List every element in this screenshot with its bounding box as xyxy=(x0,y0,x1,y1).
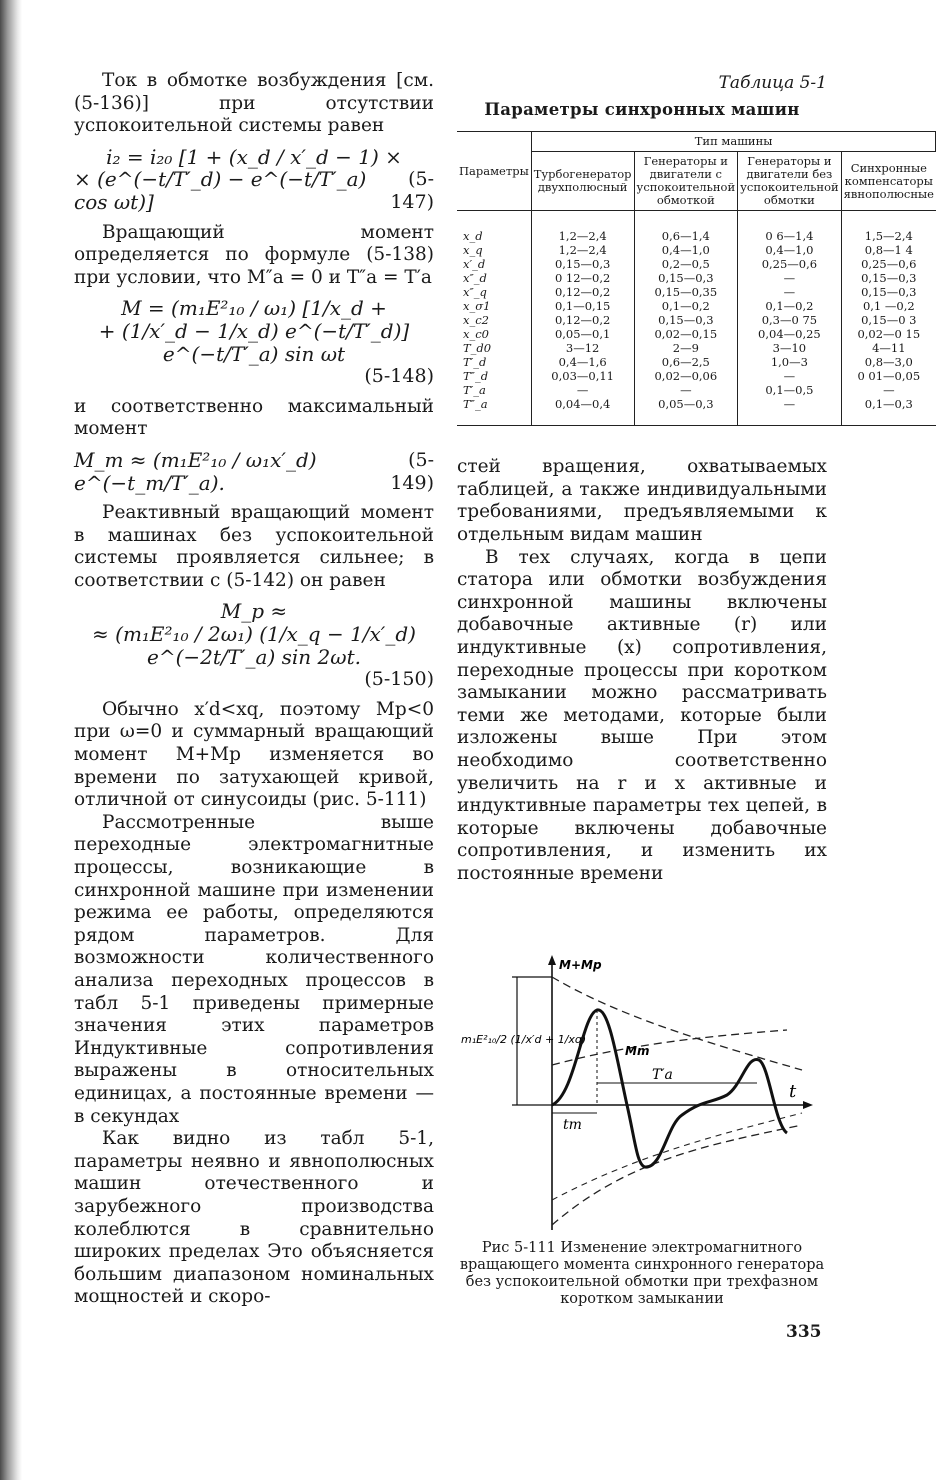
param-value: 0,8—3,0 xyxy=(841,355,936,369)
param-value: 1,2—2,4 xyxy=(531,211,634,244)
formula-5-150 xyxy=(74,600,434,690)
table-row xyxy=(457,257,936,271)
param-value: 0,1—0,2 xyxy=(634,299,738,313)
paragraph: В тех случаях, когда в цепи статора или обмотки возбуждения синхронной машины включены добавочные активные (r) или индуктивные (x) сопротивления, переходные процессы при коротком замыкании можно рассматривать теми же методами, которые были изложены выше При этом необходимо соответственно увеличить на r и x активные и индуктивные параметры тех цепей, в которые включены добавочные сопротивления, и изменить их постоянные времени xyxy=(457,546,827,884)
param-value: 4—11 xyxy=(841,341,936,355)
formula-5-149 xyxy=(74,449,434,494)
param-symbol: x″_d xyxy=(457,271,531,285)
book-binding-shadow xyxy=(0,0,22,1480)
column-header: Генераторы и двигатели с успокоительной обмоткой xyxy=(634,152,738,211)
upper-envelope xyxy=(552,977,802,1070)
formula-line: M = (m₁E²₁₀ / ω₁) [1/x_d + xyxy=(121,296,387,321)
param-value: 0,6—1,4 xyxy=(634,211,738,244)
param-value: 0,15—0,3 xyxy=(841,285,936,299)
param-value: 0,1—0,2 xyxy=(738,299,842,313)
formula-line: × (e^(−t/T′_d) − e^(−t/T′_a) cos ωt)] xyxy=(74,167,367,214)
reactive-envelope xyxy=(552,1113,802,1200)
param-value: — xyxy=(634,383,738,397)
param-symbol: T_d0 xyxy=(457,341,531,355)
table-caption: Таблица 5-1 xyxy=(718,73,827,93)
paragraph: Рассмотренные выше переходные электромагнитные процессы, возникающие в синхронной машине при изменении режима ее работы, определяются рядом параметров. Для возможности количественного анализа переходных процессов в табл 5-1 приведены примерные значения этих параметров Индуктивные сопротивления выражены в относительных единицах, а постоянные времени — в секундах xyxy=(74,811,434,1127)
param-symbol: x′_d xyxy=(457,257,531,271)
type-header: Тип машины xyxy=(531,132,936,152)
param-header: Параметры xyxy=(457,132,531,211)
param-value: 1,0—3 xyxy=(738,355,842,369)
param-value: 2—9 xyxy=(634,341,738,355)
table-row xyxy=(457,369,936,383)
parameters-table xyxy=(457,131,936,426)
param-value: 0,05—0,1 xyxy=(531,327,634,341)
param-value: 0,15—0 3 xyxy=(841,313,936,327)
paragraph: Вращающий момент определяется по формуле (5-138) при условии, что M″a = 0 и T″a = T′a xyxy=(74,221,434,288)
table-row xyxy=(457,341,936,355)
param-value: 0,1—0,15 xyxy=(531,299,634,313)
column-header: Турбогенератор двухполюсный xyxy=(531,152,634,211)
param-value: 0,05—0,3 xyxy=(634,397,738,426)
param-symbol: T′_d xyxy=(457,355,531,369)
paragraph: и соответственно максимальный момент xyxy=(74,395,434,440)
param-value: 0,3—0 75 xyxy=(738,313,842,327)
param-value: 0,15—0,3 xyxy=(531,257,634,271)
table-row xyxy=(457,285,936,299)
param-value: 0,02—0,06 xyxy=(634,369,738,383)
torque-figure xyxy=(457,955,827,1235)
param-value: 0,15—0,3 xyxy=(634,313,738,327)
t-axis-arrow xyxy=(803,1101,813,1109)
lower-envelope xyxy=(552,1125,802,1225)
param-symbol: x_c0 xyxy=(457,327,531,341)
param-value: — xyxy=(738,397,842,426)
ta-label: T′a xyxy=(652,1067,673,1083)
paragraph: стей вращения, охватываемых таблицей, а также индивидуальными требованиями, предъявляемыми к отдельным видам машин xyxy=(457,456,827,545)
param-value: 0 6—1,4 xyxy=(738,211,842,244)
param-value: 0,15—0,3 xyxy=(841,271,936,285)
param-symbol: T′_a xyxy=(457,383,531,397)
param-value: 0,12—0,2 xyxy=(531,313,634,327)
param-value: 0,4—1,6 xyxy=(531,355,634,369)
table-row xyxy=(457,271,936,285)
param-value: 0,4—1,0 xyxy=(634,243,738,257)
param-value: 0,8—1 4 xyxy=(841,243,936,257)
param-value: 0 12—0,2 xyxy=(531,271,634,285)
table-row xyxy=(457,313,936,327)
param-value: 0,6—2,5 xyxy=(634,355,738,369)
left-column xyxy=(74,70,434,1309)
paragraph: Обычно x′d<xq, поэтому Mp<0 при ω=0 и суммарный вращающий момент M+Mp изменяется во времени по затухающей кривой, отличной от синусоиды (рис. 5-111) xyxy=(74,698,434,811)
table-row xyxy=(457,355,936,369)
param-value: — xyxy=(841,383,936,397)
paragraph: Реактивный вращающий момент в машинах без успокоительной системы проявляется сильнее; в соответствии с (5-142) он равен xyxy=(74,502,434,591)
param-value: 1,2—2,4 xyxy=(531,243,634,257)
formula-line: ≈ (m₁E²₁₀ / 2ω₁) (1/x_q − 1/x′_d) e^(−2t/T′_a) sin 2ωt. xyxy=(92,622,416,669)
y-axis-label: M+Mp xyxy=(559,958,602,972)
paragraph: Ток в обмотке возбуждения [см. (5-136)] при отсутствии успокоительной системы равен xyxy=(74,70,434,137)
param-value: 0,15—0,3 xyxy=(634,271,738,285)
amplitude-label: m₁E²₁₀/2 (1/x′d + 1/xq) xyxy=(461,1033,587,1046)
param-symbol: x″_q xyxy=(457,285,531,299)
table-row xyxy=(457,243,936,257)
equation-number: (5-149) xyxy=(390,448,434,494)
tm-label: tm xyxy=(563,1117,582,1133)
param-value: — xyxy=(738,285,842,299)
param-value: 0,03—0,11 xyxy=(531,369,634,383)
param-value: 0,25—0,6 xyxy=(841,257,936,271)
param-value: 1,5—2,4 xyxy=(841,211,936,244)
y-axis-arrow xyxy=(548,955,556,965)
param-value: 0,1 —0,2 xyxy=(841,299,936,313)
formula-5-147 xyxy=(74,146,434,214)
param-value: 0,2—0,5 xyxy=(634,257,738,271)
param-value: 0,04—0,25 xyxy=(738,327,842,341)
formula-line: M_p ≈ xyxy=(220,599,288,624)
param-symbol: x_c2 xyxy=(457,313,531,327)
table-row xyxy=(457,299,936,313)
formula-line: M_m ≈ (m₁E²₁₀ / ω₁x′_d) e^(−t_m/T′_a). xyxy=(74,447,317,495)
param-symbol: T″_a xyxy=(457,397,531,426)
right-column xyxy=(457,70,934,885)
param-value: 0,04—0,4 xyxy=(531,397,634,426)
param-symbol: T″_d xyxy=(457,369,531,383)
param-value: — xyxy=(531,383,634,397)
param-value: 0 01—0,05 xyxy=(841,369,936,383)
param-value: 3—12 xyxy=(531,341,634,355)
param-symbol: x_d xyxy=(457,211,531,244)
formula-line: i₂ = i₂₀ [1 + (x_d / x′_d − 1) × xyxy=(106,144,402,169)
param-value: 0,15—0,35 xyxy=(634,285,738,299)
table-row xyxy=(457,397,936,426)
param-value: 0,25—0,6 xyxy=(738,257,842,271)
table-row xyxy=(457,383,936,397)
param-symbol: x_σ1 xyxy=(457,299,531,313)
paragraph: Как видно из табл 5-1, параметры неявно и явнополюсных машин отечественного и зарубежного производства колеблются в сравнительно широких пределах Это объясняется большим диапазоном номинальных мощностей и скоро- xyxy=(74,1128,434,1308)
equation-number: (5-150) xyxy=(364,668,434,691)
table-row xyxy=(457,211,936,244)
param-value: 0,1—0,5 xyxy=(738,383,842,397)
column-header: Синхронные компенсаторы явнополюсные xyxy=(841,152,936,211)
formula-line: + (1/x′_d − 1/x_d) e^(−t/T′_d)] e^(−t/T′_a) sin ωt xyxy=(98,318,410,366)
column-header: Генераторы и двигатели без успокоительной обмотки xyxy=(738,152,842,211)
param-symbol: x_q xyxy=(457,243,531,257)
table-row xyxy=(457,327,936,341)
param-value: 0,02—0 15 xyxy=(841,327,936,341)
equation-number: (5-148) xyxy=(364,365,434,388)
param-value: — xyxy=(738,271,842,285)
mm-label: Mm xyxy=(625,1044,650,1058)
param-value: 3—10 xyxy=(738,341,842,355)
param-value: 0,02—0,15 xyxy=(634,327,738,341)
param-value: 0,12—0,2 xyxy=(531,285,634,299)
param-value: — xyxy=(738,369,842,383)
figure-caption: Рис 5-111 Изменение электромагнитного вращающего момента синхронного генератора без успокоительной обмотки при трехфазном коротком замыкании xyxy=(459,1240,825,1307)
page-number: 335 xyxy=(786,1322,822,1342)
formula-5-148 xyxy=(74,297,434,387)
param-value: 0,1—0,3 xyxy=(841,397,936,426)
equation-number: (5-147) xyxy=(390,168,434,213)
t-axis-label: t xyxy=(789,1081,797,1102)
table-title: Параметры синхронных машин xyxy=(484,99,800,119)
param-value: 0,4—1,0 xyxy=(738,243,842,257)
